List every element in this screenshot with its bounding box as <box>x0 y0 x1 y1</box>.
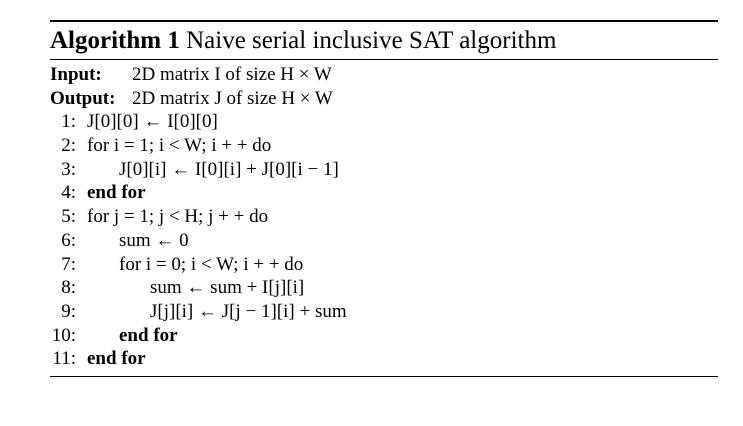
line-code: sum ← sum + I[j][i] <box>150 277 305 299</box>
line-code: end for <box>87 348 146 370</box>
code-line-9 <box>50 300 718 324</box>
code-line-10 <box>50 324 718 348</box>
code-line-11 <box>50 347 718 371</box>
line-number: 7: <box>61 253 76 275</box>
code-line-8 <box>50 276 718 300</box>
bottom-rule <box>50 376 718 377</box>
code-line-6 <box>50 229 718 253</box>
line-number: 5: <box>61 206 76 228</box>
line-code: sum ← 0 <box>119 229 189 251</box>
code-line-1 <box>50 110 718 134</box>
line-number: 8: <box>61 277 76 299</box>
line-code: end for <box>87 182 146 204</box>
line-number: 3: <box>61 158 76 180</box>
code-line-2 <box>50 134 718 158</box>
algorithm-body <box>50 60 718 371</box>
code-line-7 <box>50 253 718 277</box>
algorithm-caption <box>50 22 718 56</box>
line-number: 6: <box>61 229 76 251</box>
line-code: J[0][0] ← I[0][0] <box>87 111 218 133</box>
input-text: 2D matrix I of size H × W <box>132 64 332 85</box>
line-code: for i = 1; i < W; i + + do <box>87 135 272 157</box>
line-code: for j = 1; j < H; j + + do <box>87 206 269 228</box>
code-line-4 <box>50 181 718 205</box>
algorithm-label: Algorithm 1 <box>50 27 180 54</box>
line-code: J[j][i] ← J[j − 1][i] + sum <box>150 300 347 322</box>
line-number: 10: <box>51 324 76 346</box>
output-text: 2D matrix J of size H × W <box>132 87 333 109</box>
line-number: 1: <box>61 111 76 133</box>
algorithm-block <box>50 20 718 377</box>
output-row <box>50 87 718 111</box>
line-code: end for <box>119 324 178 346</box>
line-number: 4: <box>61 182 76 204</box>
line-code: J[0][i] ← I[0][i] + J[0][i − 1] <box>119 158 339 180</box>
input-row <box>50 63 718 87</box>
algorithm-title: Naive serial inclusive SAT algorithm <box>186 27 557 54</box>
output-label: Output: <box>50 87 116 109</box>
line-number: 2: <box>61 135 76 157</box>
line-number: 11: <box>52 348 76 370</box>
input-label: Input: <box>50 64 102 85</box>
line-number: 9: <box>61 300 76 322</box>
code-line-5 <box>50 205 718 229</box>
code-line-3 <box>50 158 718 182</box>
line-code: for i = 0; i < W; i + + do <box>119 253 304 275</box>
